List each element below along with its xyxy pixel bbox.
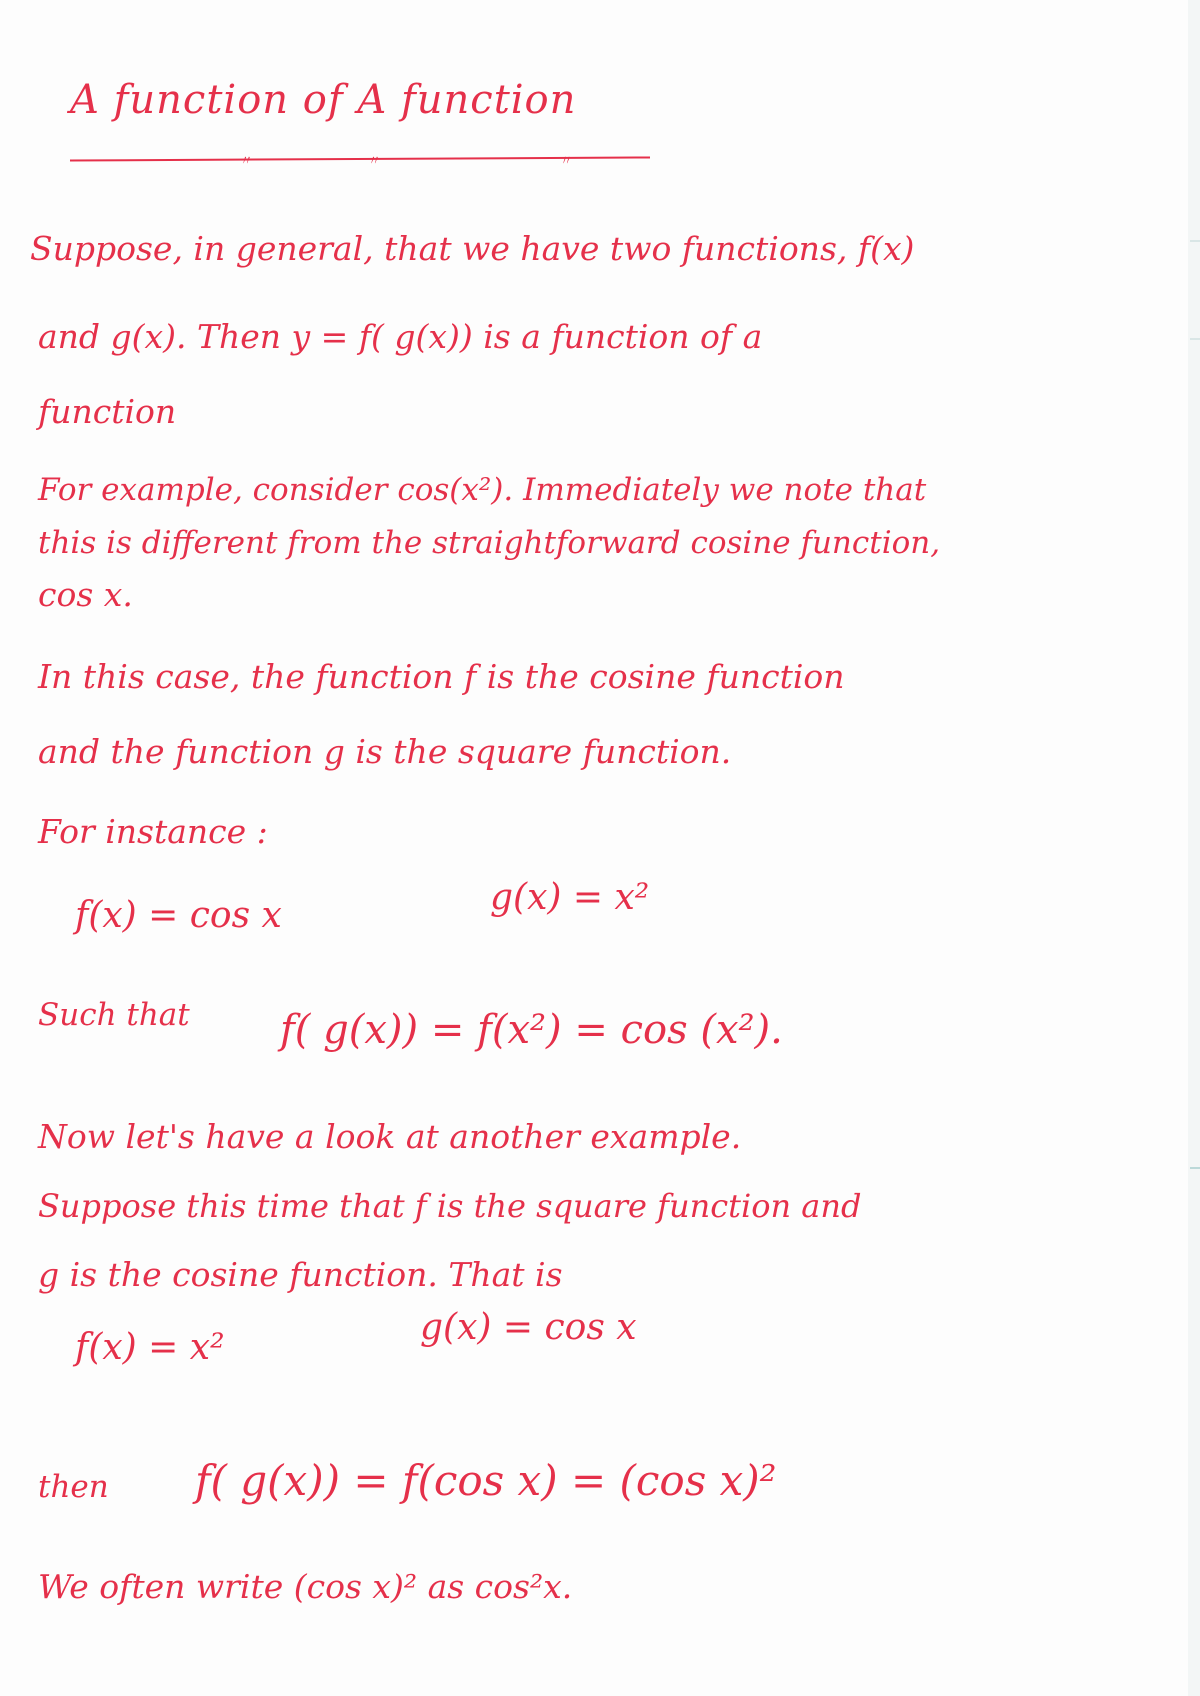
edge-tab-mark — [1190, 1167, 1200, 1169]
for-instance-label: For instance : — [38, 812, 268, 851]
example-2-f-definition: f(x) = x² — [75, 1327, 225, 1368]
underline-ditto-mark: 〃 — [240, 154, 254, 169]
paragraph-4-line-1: Now let's have a look at another example. — [38, 1117, 742, 1156]
paragraph-3-line-1: In this case, the function f is the cosine function — [38, 657, 845, 696]
page-title: A function of A function — [70, 77, 577, 123]
edge-tab-mark — [1190, 338, 1200, 340]
paragraph-3-line-2: and the function g is the square function. — [38, 732, 732, 771]
paragraph-2-line-2: this is different from the straightforward cosine function, — [38, 525, 941, 561]
example-1-composition: f( g(x)) = f(x²) = cos (x²). — [280, 1007, 783, 1053]
page-edge — [1188, 0, 1200, 1696]
paragraph-2-line-3: cos x. — [38, 575, 133, 614]
closing-note: We often write (cos x)² as cos²x. — [38, 1567, 573, 1606]
edge-tab-mark — [1190, 240, 1200, 242]
paragraph-1-line-3: function — [38, 392, 177, 431]
example-1-g-definition: g(x) = x² — [490, 877, 650, 918]
underline-ditto-mark: 〃 — [368, 154, 382, 169]
paragraph-4-line-3: g is the cosine function. That is — [38, 1255, 563, 1294]
such-that-label: Such that — [38, 997, 190, 1033]
example-2-composition: f( g(x)) = f(cos x) = (cos x)² — [195, 1456, 777, 1505]
then-label: then — [38, 1469, 109, 1505]
paragraph-1-line-1: Suppose, in general, that we have two functions, f(x) — [30, 229, 915, 268]
paragraph-1-line-2: and g(x). Then y = f( g(x)) is a function of a — [38, 317, 763, 356]
paragraph-2-line-1: For example, consider cos(x²). Immediately we note that — [38, 472, 927, 508]
example-2-g-definition: g(x) = cos x — [420, 1307, 637, 1348]
underline-ditto-mark: 〃 — [560, 154, 574, 169]
example-1-f-definition: f(x) = cos x — [75, 895, 282, 936]
paragraph-4-line-2: Suppose this time that f is the square function and — [38, 1187, 862, 1225]
